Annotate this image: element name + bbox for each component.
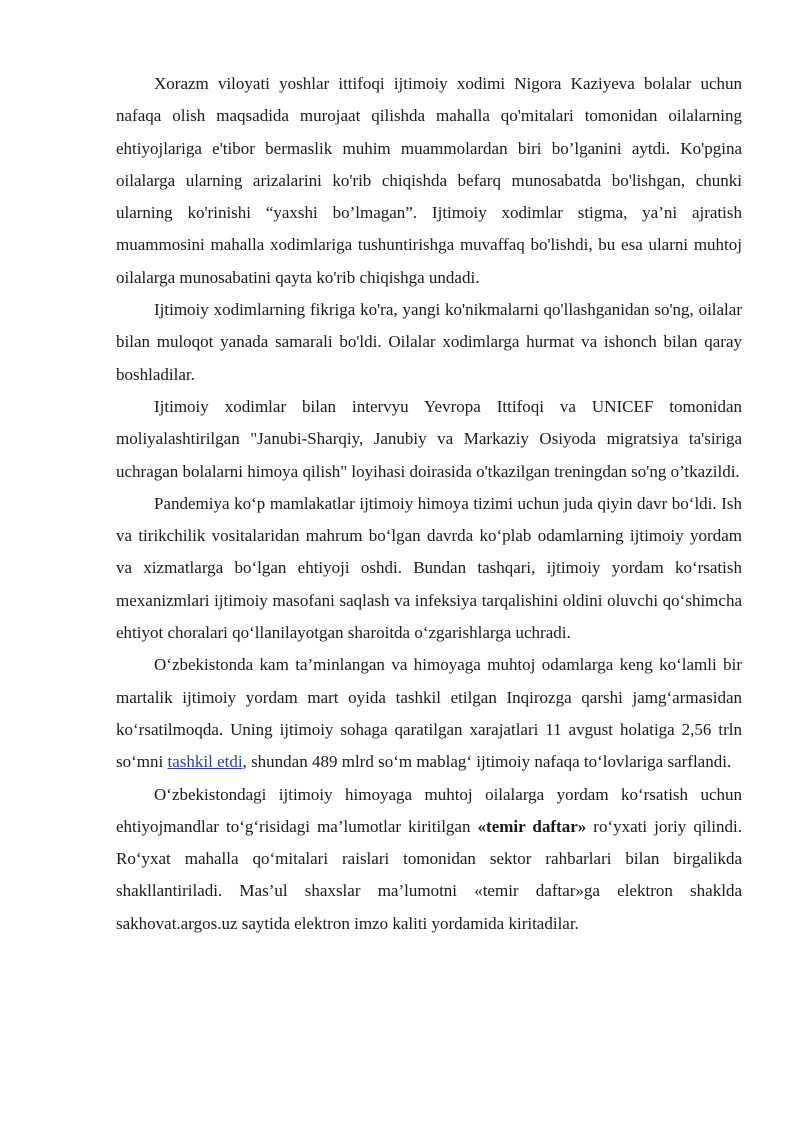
paragraph-3: Ijtimoiy xodimlar bilan intervyu Yevropa Ittifoqi va UNICEF tomonidan moliyalashtirilgan "Janubi-Sharqiy, Janubiy va Markaziy Osiyoda migratsiya ta'siriga uchragan bolalarni himoya qilish" loyihasi doirasida o'tkazilgan treningdan so'ng o’tkazildi. [116,396,742,481]
paragraph-6-text-before-bold: O‘zbekistondagi ijtimoiy himoyaga muhtoj oilalarga yordam ko‘rsatish uchun ehtiyojmandlar to‘g‘risidagi ma’lumotlar kiritilgan [116,784,742,836]
paragraph-5-text-after-link: , shundan 489 mlrd so‘m mablag‘ ijtimoiy nafaqa to‘lovlariga sarflandi. [242,752,732,772]
temir-daftar-bold-text: «temir daftar» [477,816,587,836]
paragraph-5-text-before-link: O‘zbekistonda kam ta’minlangan va himoyaga muhtoj odamlarga keng ko‘lamli bir martalik ijtimoiy yordam mart oyida tashkil etilgan Inqirozga qarshi jamg‘armasidan ko‘rsatilmoqda. Uning ijtimoiy sohaga qaratilgan xarajatlari 11 avgust holatiga 2,56 trln so‘mni [116,655,742,772]
paragraph-4: Pandemiya ko‘p mamlakatlar ijtimoiy himoya tizimi uchun juda qiyin davr bo‘ldi. Ish va tirikchilik vositalaridan mahrum bo‘lgan davrda ko‘plab odamlarning ijtimoiy yordam va xizmatlarga bo‘lgan ehtiyoji oshdi. Bundan tashqari, ijtimoiy yordam ko‘rsatish mexanizmlari ijtimoiy masofani saqlash va infeksiya tarqalishini oldini oluvchi qo‘shimcha ehtiyot choralari qo‘llanilayotgan sharoitda o‘zgarishlarga uchradi. [116,493,742,643]
tashkil-etdi-link[interactable]: tashkil etdi [167,752,243,772]
paragraph-5 [116,649,742,778]
document-page [116,68,742,940]
paragraph-1: Xorazm viloyati yoshlar ittifoqi ijtimoiy xodimi Nigora Kaziyeva bolalar uchun nafaqa olish maqsadida murojaat qilishda mahalla qo'mitalari tomonidan oilalarning ehtiyojlariga e'tibor bermaslik muhim muammolardan biri bo’lganini aytdi. Ko'pgina oilalarga ularning arizalarini ko'rib chiqishda befarq munosabatda bo'lishgan, chunki ularning ko'rinishi “yaxshi bo’lmagan”. Ijtimoiy xodimlar stigma, ya’ni ajratish muammosini mahalla xodimlariga tushuntirishga muvaffaq bo'lishdi, bu esa ularni muhtoj oilalarga munosabatini qayta ko'rib chiqishga undadi. [116,74,742,287]
paragraph-6-text-after-bold: ro‘yxati joriy qilindi. Ro‘yxat mahalla qo‘mitalari raislari tomonidan sektor rahbarlari bilan birgalikda shakllantiriladi. Mas’ul shaxslar ma’lumotni «temir daftar»ga elektron shaklda sakhovat.argos.uz saytida elektron imzo kaliti yordamida kiritadilar. [116,816,742,933]
paragraph-2: Ijtimoiy xodimlarning fikriga ko'ra, yangi ko'nikmalarni qo'llashganidan so'ng, oilalar bilan muloqot yanada samarali bo'ldi. Oilalar xodimlarga hurmat va ishonch bilan qaray boshladilar. [116,300,742,384]
paragraph-6 [116,779,742,940]
